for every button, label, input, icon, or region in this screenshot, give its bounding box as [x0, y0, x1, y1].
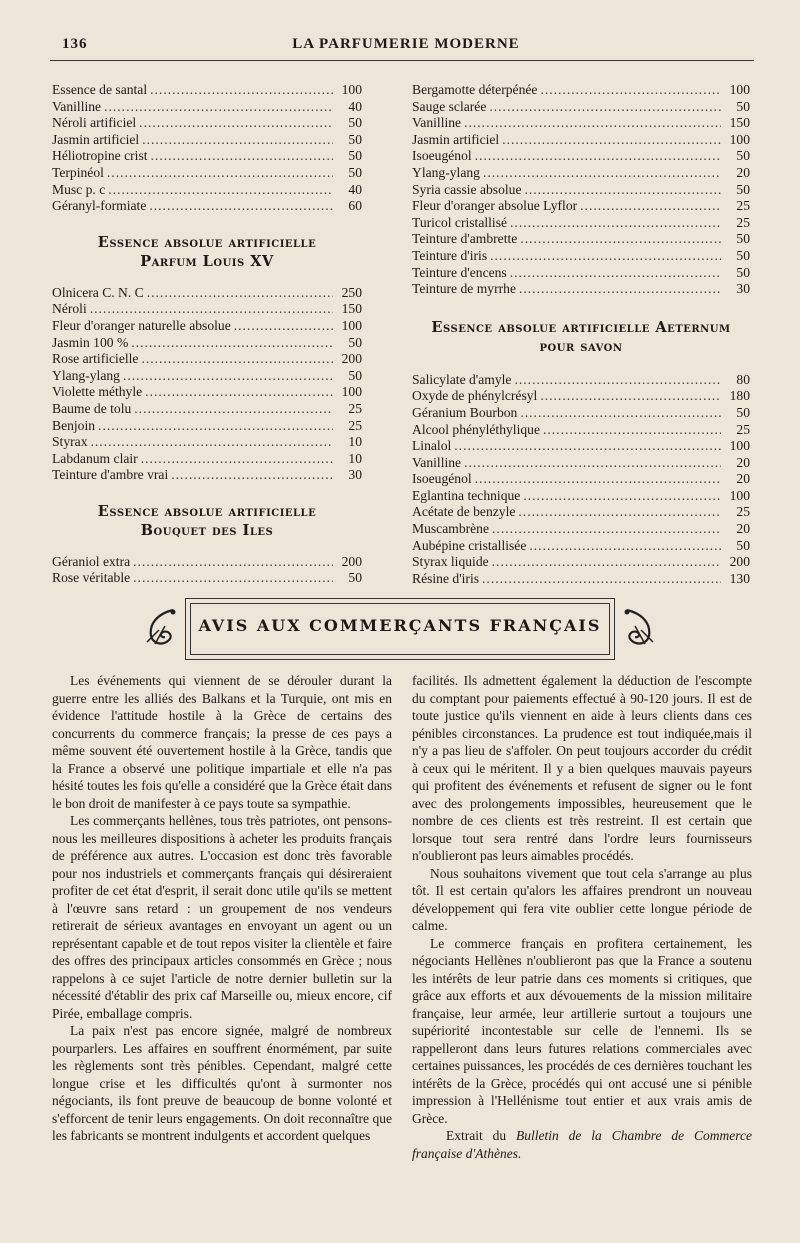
ingredient-row — [52, 434, 362, 451]
ingredient-quantity: 100 — [341, 82, 362, 97]
ingredient-name: Bergamotte déterpénée — [412, 82, 538, 97]
ingredient-row — [52, 165, 362, 182]
ingredient-name: Géraniol extra — [52, 553, 131, 569]
leader-dots — [514, 372, 721, 388]
ingredient-name: Violette méthyle — [52, 384, 143, 400]
ingredient-row — [52, 99, 362, 116]
ingredient-name: Sauge sclarée — [412, 98, 487, 114]
leader-dots — [519, 281, 721, 297]
ingredient-row — [412, 82, 750, 99]
fleuron-icon — [621, 606, 657, 648]
ingredient-quantity: 50 — [736, 264, 750, 280]
ingredient-row — [52, 285, 362, 302]
ingredient-row — [412, 198, 750, 215]
ingredient-quantity: 30 — [736, 281, 750, 297]
ingredient-row — [52, 82, 362, 99]
ingredient-name: Teinture de myrrhe — [412, 281, 516, 297]
ingredient-row — [52, 467, 362, 484]
ingredient-row — [52, 318, 362, 335]
ingredient-quantity: 150 — [729, 115, 750, 131]
ingredient-quantity: 25 — [736, 421, 750, 437]
ingredient-quantity: 200 — [729, 554, 750, 570]
ingredient-quantity: 180 — [729, 388, 750, 404]
ingredient-quantity: 25 — [348, 417, 362, 433]
leader-dots — [540, 82, 721, 98]
ingredient-name: Essence de santal — [52, 82, 148, 97]
article-paragraph: Nous souhaitons vivement que tout cela s'arrange au plus tôt. Il est certain qu'alors les affaires prendront un nouveau développement qui fera vite oublier cette longue période de calme. — [412, 865, 752, 933]
ingredient-row — [412, 405, 750, 422]
ingredient-name: Jasmin 100 % — [52, 334, 129, 350]
ingredient-quantity: 25 — [736, 214, 750, 230]
leader-dots — [529, 538, 721, 554]
article-paragraph: La paix n'est pas encore signée, malgré de nombreux pourparlers. Les affaires en souffrent énormément, par suite les règlements sont très pénibles. Cependant, malgré cette longue crise et les difficultés qu'ont à surmonter nos négociants, ils font preuve de beaucoup de bonne volonté et s'efforcent de tenir leurs engagements. On doit reconnaître que les fabricants se montrent indulgents et accordent quelques — [52, 1023, 392, 1143]
ingredient-row — [412, 571, 750, 588]
ingredient-name: Baume de tolu — [52, 400, 132, 416]
ingredient-name: Aubépine cristallisée — [412, 537, 527, 553]
ingredient-row — [412, 265, 750, 282]
ingredient-quantity: 10 — [348, 450, 362, 466]
ingredient-row — [52, 301, 362, 318]
ingredient-quantity: 20 — [736, 454, 750, 470]
leader-dots — [520, 231, 721, 247]
ingredient-quantity: 50 — [736, 181, 750, 197]
ingredient-quantity: 100 — [729, 487, 750, 503]
ingredient-name: Vanilline — [52, 98, 102, 114]
leader-dots — [492, 554, 721, 570]
ingredient-name: Muscambrène — [412, 521, 490, 537]
leader-dots — [490, 248, 721, 264]
leader-dots — [543, 422, 721, 438]
ingredient-name: Vanilline — [412, 454, 462, 470]
ingredient-name: Musc p. c — [52, 181, 106, 197]
notice-title: AVIS AUX COMMERÇANTS FRANÇAIS — [198, 616, 602, 635]
ingredient-name: Terpinéol — [52, 164, 104, 180]
leader-dots — [147, 285, 333, 301]
leader-dots — [142, 132, 333, 148]
ingredient-name: Résine d'iris — [412, 570, 480, 586]
leader-dots — [98, 418, 333, 434]
ingredient-row — [412, 471, 750, 488]
heading-line: Essence absolue artificielle — [97, 233, 317, 251]
formula-heading-aeternum — [412, 318, 750, 356]
ingredient-name: Isoeugénol — [412, 471, 472, 487]
ingredient-quantity: 50 — [348, 334, 362, 350]
leader-dots — [580, 198, 721, 214]
ingredient-quantity: 20 — [736, 164, 750, 180]
ingredient-name: Héliotropine crist — [52, 148, 148, 164]
leader-dots — [123, 368, 333, 384]
ingredient-quantity: 100 — [341, 384, 362, 400]
left-formula-column — [52, 82, 362, 587]
leader-dots — [171, 467, 333, 483]
formula-list — [412, 82, 750, 298]
leader-dots — [151, 148, 333, 164]
ingredient-quantity: 50 — [348, 148, 362, 164]
ingredient-quantity: 10 — [348, 434, 362, 450]
page-number: 136 — [62, 36, 88, 52]
article-paragraph: Le commerce français en profitera certainement, les négociants Hellènes n'oublieront pas que la France a soutenu les intérêts de leur patrie dans ces moments si critiques, que grâce aux efforts et aux dévouements de la mission militaire française, leur armée, leur artillerie surtout a toujours une supériorité incontestable sur celle de l'ennemi. Ils se rappelleront dans leurs futures relations commerciales avec certaines puissances, les procédés de ces dernières touchant les intérêts de la Grèce, procédés qui ont accusé une si pénible impression à l'Hellénisme tout entier et aux vrais amis de Grèce. — [412, 935, 752, 1126]
article-paragraph: facilités. Ils admettent également la déduction de l'escompte du comptant pour paiements effectué à 90-120 jours. Il est de toute justice qu'ils viennent en aide à leurs clients dans ces pénibles circonstances. La prudence est tout indiquée,mais il n'y a pas lieu de s'affoler. On peut toujours accorder du crédit à ceux qui le méritent. Il y a bien quelques mauvais payeurs qui profitent des événements et refusent de signer ou le font avec des prolongements impossibles, heureusement que le nombre de ces clients est très restreint. Il est certain que lorsque tout sera rentré dans l'ordre leurs fournisseurs n'oublieront pas leurs aimables procédés. — [412, 673, 752, 863]
ingredient-row — [52, 115, 362, 132]
ingredient-name: Ylang-ylang — [52, 367, 120, 383]
heading-line: Essence absolue artificielle — [97, 502, 317, 520]
ingredient-row — [52, 384, 362, 401]
ingredient-quantity: 25 — [736, 504, 750, 520]
leader-dots — [464, 455, 721, 471]
ingredient-row — [412, 488, 750, 505]
ingredient-quantity: 25 — [348, 400, 362, 416]
ingredient-quantity: 50 — [348, 164, 362, 180]
formula-list — [52, 285, 362, 484]
leader-dots — [540, 388, 721, 404]
notice-frame — [185, 598, 615, 660]
ingredient-row — [412, 554, 750, 571]
ingredient-row — [412, 538, 750, 555]
ingredient-row — [412, 215, 750, 232]
heading-line: pour savon — [539, 337, 623, 355]
ingredient-name: Teinture d'ambre vrai — [52, 467, 169, 483]
ingredient-name: Teinture d'encens — [412, 264, 507, 280]
ingredient-quantity: 50 — [736, 537, 750, 553]
ingredient-name: Fleur d'oranger absolue Lyflor — [412, 198, 578, 214]
notice-banner — [143, 598, 657, 658]
source-title: Bulletin de la Chambre de Commerce française d'Athènes. — [412, 1128, 752, 1161]
ingredient-quantity: 50 — [348, 115, 362, 131]
ingredient-quantity: 80 — [736, 371, 750, 387]
ingredient-name: Styrax liquide — [412, 554, 489, 570]
ingredient-name: Styrax — [52, 434, 88, 450]
ingredient-row — [52, 182, 362, 199]
ingredient-quantity: 200 — [341, 351, 362, 367]
ingredient-quantity: 130 — [729, 570, 750, 586]
article-left-column — [52, 672, 392, 1145]
ingredient-name: Néroli artificiel — [52, 115, 137, 131]
ingredient-row — [412, 99, 750, 116]
leader-dots — [107, 165, 333, 181]
leader-dots — [131, 335, 333, 351]
ingredient-row — [412, 148, 750, 165]
ingredient-row — [52, 148, 362, 165]
header-rule — [50, 60, 754, 61]
ingredient-row — [52, 368, 362, 385]
leader-dots — [482, 571, 721, 587]
ingredient-quantity: 50 — [736, 247, 750, 263]
ingredient-quantity: 20 — [736, 471, 750, 487]
leader-dots — [475, 471, 721, 487]
ingredient-row — [52, 335, 362, 352]
ingredient-quantity: 150 — [341, 301, 362, 317]
ingredient-quantity: 100 — [729, 82, 750, 97]
journal-title: LA PARFUMERIE MODERNE — [292, 36, 520, 52]
ingredient-row — [412, 521, 750, 538]
ingredient-row — [52, 198, 362, 215]
leader-dots — [518, 504, 721, 520]
ingredient-name: Vanilline — [412, 115, 462, 131]
leader-dots — [489, 99, 721, 115]
leader-dots — [510, 265, 721, 281]
heading-line: Essence absolue artificielle Aeternum — [431, 318, 731, 336]
ingredient-quantity: 50 — [348, 131, 362, 147]
ingredient-quantity: 40 — [348, 98, 362, 114]
ingredient-name: Isoeugénol — [412, 148, 472, 164]
ingredient-quantity: 20 — [736, 521, 750, 537]
leader-dots — [523, 488, 721, 504]
article-right-column — [412, 672, 752, 1162]
ingredient-name: Acétate de benzyle — [412, 504, 516, 520]
ingredient-quantity: 100 — [729, 438, 750, 454]
leader-dots — [90, 301, 333, 317]
formula-list — [412, 372, 750, 588]
ingredient-row — [412, 182, 750, 199]
ingredient-name: Teinture d'iris — [412, 247, 488, 263]
leader-dots — [145, 384, 333, 400]
leader-dots — [234, 318, 333, 334]
article-paragraph: Les commerçants hellènes, tous très patriotes, ont pensons-nous les meilleures dispositions à acheter les produits français de préférence aux autres. L'occasion est donc très favorable pour nos industriels et commerçants français qui désireraient profiter de cet état d'esprit, il serait donc utile qu'ils se mettent à l'œuvre sans retard : un groupement de nos vendeurs retirerait de sérieux avantages en envoyant un agent ou un représentant capable et de tout repos visiter la clientèle et faire des offres des principaux articles consommés en Grèce ; nous rappelons à ce sujet l'article de notre dernier bulletin sur la nécessité d'établir des prix caf Marseille ou, mieux encore, cif Pirée, emballage compris. — [52, 813, 392, 1021]
page-header — [62, 36, 750, 60]
ingredient-name: Salicylate d'amyle — [412, 371, 512, 387]
article-paragraph: Les événements qui viennent de se dérouler durant la guerre entre les alliés des Balkans et la Turquie, ont mis en évidence l'attitude hostile à la Grèce de certains des concurrents du commerce français; la presse de ces pays a même souvent été ouvertement hostile à la Grèce, tandis que la France a observé une politique impartiale et elle n'a pas hésité toutes les fois qu'elle a considéré que la Grèce était dans le bon droit de manifester à ce pays toute sa sympathie. — [52, 673, 392, 811]
ingredient-row — [412, 248, 750, 265]
ingredient-name: Fleur d'oranger naturelle absolue — [52, 317, 231, 333]
formula-list — [52, 554, 362, 587]
fleuron-icon — [143, 606, 179, 648]
ingredient-row — [52, 570, 362, 587]
leader-dots — [134, 401, 333, 417]
ingredient-quantity: 25 — [736, 198, 750, 214]
ingredient-name: Teinture d'ambrette — [412, 231, 518, 247]
ingredient-name: Eglantina technique — [412, 487, 521, 503]
leader-dots — [104, 99, 333, 115]
ingredient-row — [412, 455, 750, 472]
ingredient-row — [412, 281, 750, 298]
ingredient-quantity: 50 — [736, 148, 750, 164]
ingredient-row — [412, 165, 750, 182]
leader-dots — [141, 351, 333, 367]
ingredient-name: Olnicera C. N. C — [52, 284, 144, 300]
ingredient-quantity: 30 — [348, 467, 362, 483]
leader-dots — [492, 521, 721, 537]
ingredient-quantity: 50 — [348, 570, 362, 586]
leader-dots — [139, 115, 333, 131]
leader-dots — [149, 198, 333, 214]
ingredient-name: Jasmin artificiel — [412, 131, 500, 147]
leader-dots — [524, 182, 721, 198]
leader-dots — [483, 165, 721, 181]
ingredient-row — [52, 401, 362, 418]
ingredient-row — [52, 351, 362, 368]
ingredient-row — [412, 388, 750, 405]
leader-dots — [464, 115, 721, 131]
ingredient-quantity: 50 — [736, 231, 750, 247]
ingredient-row — [412, 115, 750, 132]
leader-dots — [510, 215, 721, 231]
ingredient-row — [412, 422, 750, 439]
leader-dots — [141, 451, 333, 467]
ingredient-name: Néroli — [52, 301, 87, 317]
leader-dots — [108, 182, 333, 198]
ingredient-name: Géranyl-formiate — [52, 198, 147, 214]
formula-heading-bouquet — [52, 502, 362, 540]
ingredient-name: Géranium Bourbon — [412, 404, 518, 420]
ingredient-name: Rose véritable — [52, 570, 131, 586]
leader-dots — [520, 405, 721, 421]
ingredient-row — [412, 132, 750, 149]
leader-dots — [475, 148, 721, 164]
ingredient-name: Ylang-ylang — [412, 164, 480, 180]
ingredient-quantity: 50 — [736, 404, 750, 420]
ingredient-row — [52, 554, 362, 571]
ingredient-quantity: 50 — [348, 367, 362, 383]
heading-line: Parfum Louis XV — [140, 252, 274, 270]
ingredient-quantity: 60 — [348, 198, 362, 214]
ingredient-row — [52, 451, 362, 468]
ingredient-name: Rose artificielle — [52, 351, 139, 367]
ingredient-quantity: 100 — [341, 317, 362, 333]
ingredient-row — [52, 132, 362, 149]
ingredient-row — [412, 504, 750, 521]
ingredient-quantity: 50 — [736, 98, 750, 114]
leader-dots — [133, 554, 333, 570]
ingredient-row — [52, 418, 362, 435]
leader-dots — [150, 82, 333, 98]
ingredient-name: Jasmin artificiel — [52, 131, 140, 147]
ingredient-name: Syria cassie absolue — [412, 181, 522, 197]
leader-dots — [454, 438, 721, 454]
ingredient-row — [412, 231, 750, 248]
leader-dots — [91, 434, 334, 450]
ingredient-name: Alcool phényléthylique — [412, 421, 540, 437]
ingredient-name: Linalol — [412, 438, 452, 454]
ingredient-name: Benjoin — [52, 417, 96, 433]
ingredient-name: Turicol cristallisé — [412, 214, 508, 230]
ingredient-row — [412, 372, 750, 389]
formula-list — [52, 82, 362, 215]
article-source — [412, 1127, 752, 1162]
source-prefix: Extrait du — [446, 1128, 517, 1143]
ingredient-name: Oxyde de phénylcrésyl — [412, 388, 538, 404]
formula-heading-louis-xv — [52, 233, 362, 271]
ingredient-quantity: 40 — [348, 181, 362, 197]
ingredient-quantity: 250 — [341, 284, 362, 300]
ingredient-quantity: 200 — [341, 553, 362, 569]
heading-line: Bouquet des Iles — [140, 521, 274, 539]
ingredient-quantity: 100 — [729, 131, 750, 147]
leader-dots — [133, 570, 333, 586]
right-formula-column — [412, 82, 750, 587]
leader-dots — [502, 132, 721, 148]
ingredient-name: Labdanum clair — [52, 450, 138, 466]
ingredient-row — [412, 438, 750, 455]
